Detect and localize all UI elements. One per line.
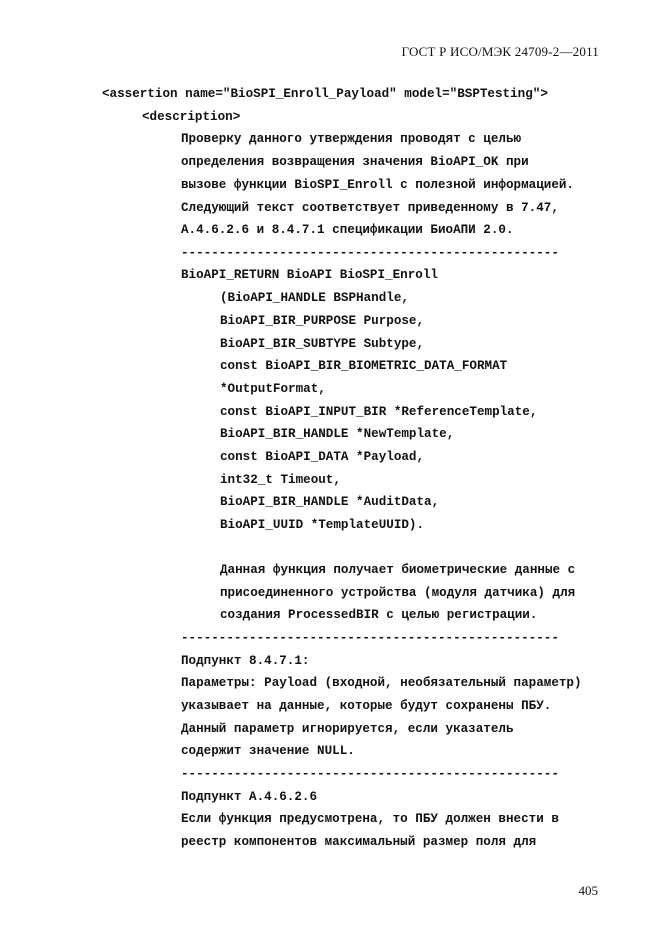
- code-line: Подпункт 8.4.7.1:: [181, 654, 310, 668]
- code-line: А.4.6.2.6 и 8.4.7.1 спецификации БиоАПИ 2.0.: [181, 223, 514, 237]
- document-standard-header: ГОСТ Р ИСО/МЭК 24709-2—2011: [401, 44, 599, 59]
- code-line: *OutputFormat,: [220, 382, 326, 396]
- code-line: const BioAPI_INPUT_BIR *ReferenceTemplate,: [220, 405, 538, 419]
- code-line: BioAPI_BIR_HANDLE *AuditData,: [220, 495, 440, 509]
- code-line: вызове функции BioSPI_Enroll с полезной информацией.: [181, 178, 574, 192]
- code-line: BioAPI_BIR_PURPOSE Purpose,: [220, 314, 425, 328]
- code-line: BioAPI_RETURN BioAPI BioSPI_Enroll: [181, 268, 438, 282]
- page-number: 405: [578, 883, 598, 898]
- code-line: <assertion name="BioSPI_Enroll_Payload" model="BSPTesting">: [102, 87, 548, 101]
- code-line: содержит значение NULL.: [181, 744, 355, 758]
- code-line: Проверку данного утверждения проводят с целью: [181, 132, 522, 146]
- separator-line: --------------------------------------------------: [181, 631, 559, 645]
- code-line: Данная функция получает биометрические данные с: [220, 563, 576, 577]
- code-line: Параметры: Payload (входной, необязательный параметр): [181, 676, 582, 690]
- code-line: (BioAPI_HANDLE BSPHandle,: [220, 291, 409, 305]
- code-line: const BioAPI_BIR_BIOMETRIC_DATA_FORMAT: [220, 359, 508, 373]
- code-line: const BioAPI_DATA *Payload,: [220, 450, 425, 464]
- code-line: BioAPI_BIR_HANDLE *NewTemplate,: [220, 427, 455, 441]
- separator-line: --------------------------------------------------: [181, 767, 559, 781]
- code-line: BioAPI_BIR_SUBTYPE Subtype,: [220, 337, 425, 351]
- code-line: присоединенного устройства (модуля датчика) для: [220, 586, 576, 600]
- code-line: <description>: [142, 110, 241, 124]
- code-line: Следующий текст соответствует приведенному в 7.47,: [181, 201, 559, 215]
- code-line: Если функция предусмотрена, то ПБУ должен внести в: [181, 812, 559, 826]
- code-line: Данный параметр игнорируется, если указатель: [181, 722, 514, 736]
- code-line: BioAPI_UUID *TemplateUUID).: [220, 518, 425, 532]
- code-line: Подпункт А.4.6.2.6: [181, 790, 318, 804]
- separator-line: --------------------------------------------------: [181, 246, 559, 260]
- code-line: создания ProcessedBIR с целью регистрации.: [220, 608, 538, 622]
- code-line: указывает на данные, которые будут сохранены ПБУ.: [181, 699, 552, 713]
- code-line: определения возвращения значения BioAPI_OK при: [181, 155, 529, 169]
- code-line: int32_t Timeout,: [220, 473, 341, 487]
- code-line: реестр компонентов максимальный размер поля для: [181, 835, 537, 849]
